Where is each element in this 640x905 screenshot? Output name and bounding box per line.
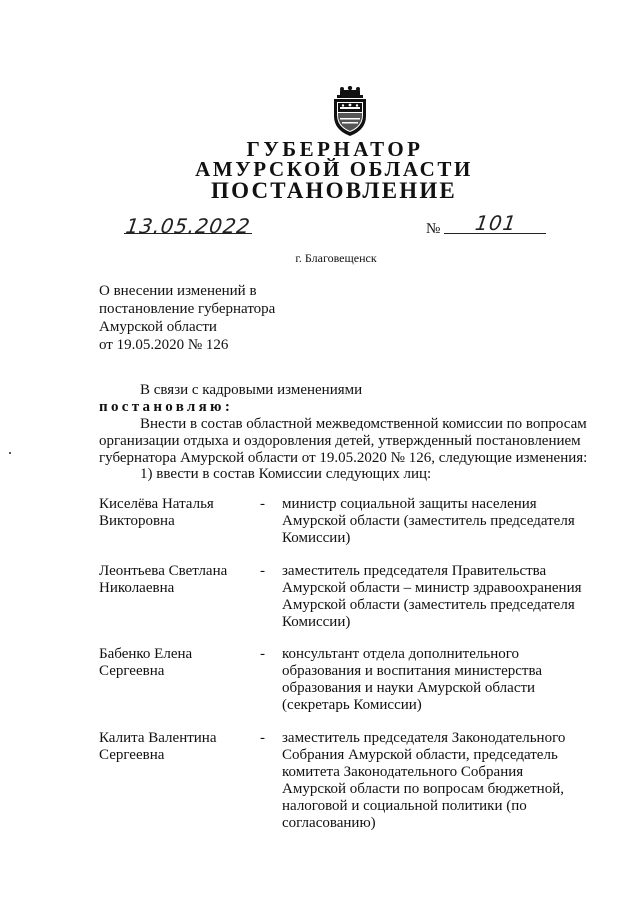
member-dash: -: [260, 730, 265, 746]
body-paragraph-line: организации отдыха и оздоровления детей, утвержденный постановлением: [99, 433, 581, 449]
body-list-item-1: 1) ввести в состав Комиссии следующих лиц:: [140, 466, 432, 482]
member-dash: -: [260, 646, 265, 662]
header-title-region: АМУРСКОЙ ОБЛАСТИ: [195, 157, 473, 181]
subject-line: от 19.05.2020 № 126: [99, 337, 229, 353]
member-name: Бабенко Елена Сергеевна: [99, 646, 193, 679]
body-decree-word: постановляю:: [99, 399, 234, 415]
body-paragraph-line: Внести в состав областной межведомственной комиссии по вопросам: [140, 416, 587, 432]
document-date-handwritten: 13.05.2022: [124, 214, 253, 238]
number-sign: №: [426, 221, 441, 237]
header-title-governor: ГУБЕРНАТОР: [246, 137, 424, 161]
subject-line: постановление губернатора: [99, 301, 276, 317]
member-dash: -: [260, 563, 265, 579]
member-dash: -: [260, 496, 265, 512]
member-role: министр социальной защиты населения Амурской области (заместитель председателя Комиссии): [282, 496, 575, 546]
document-subject: [99, 282, 359, 354]
member-role: заместитель председателя Законодательного Собрания Амурской области, председатель комитета Законодательного Собрания Амурской области по вопросам бюджетной, налоговой и социальной политики (по согласованию): [282, 730, 566, 831]
member-role: консультант отдела дополнительного образования и воспитания министерства образования и науки Амурской области (секретарь Комиссии): [282, 646, 543, 713]
subject-line: О внесении изменений в: [99, 283, 257, 299]
subject-line: Амурской области: [99, 319, 217, 335]
city-line: г. Благовещенск: [295, 251, 377, 265]
date-underline: [124, 233, 252, 234]
amur-region-coat-of-arms-icon: [324, 86, 376, 138]
document-number-handwritten: 101: [473, 211, 519, 235]
member-name: Киселёва Наталья Викторовна: [99, 496, 214, 529]
member-name: Леонтьева Светлана Николаевна: [99, 563, 228, 596]
document-type-title: ПОСТАНОВЛЕНИЕ: [211, 178, 457, 203]
member-name: Калита Валентина Сергеевна: [99, 730, 217, 763]
body-paragraph-line: губернатора Амурской области от 19.05.2020 № 126, следующие изменения:: [99, 450, 588, 466]
number-underline: [444, 233, 546, 234]
scan-speck: [9, 452, 11, 454]
body-paragraph-reason: В связи с кадровыми изменениями: [140, 382, 363, 398]
member-role: заместитель председателя Правительства Амурской области – министр здравоохранения Амурской области (заместитель председателя Комиссии): [282, 563, 582, 630]
